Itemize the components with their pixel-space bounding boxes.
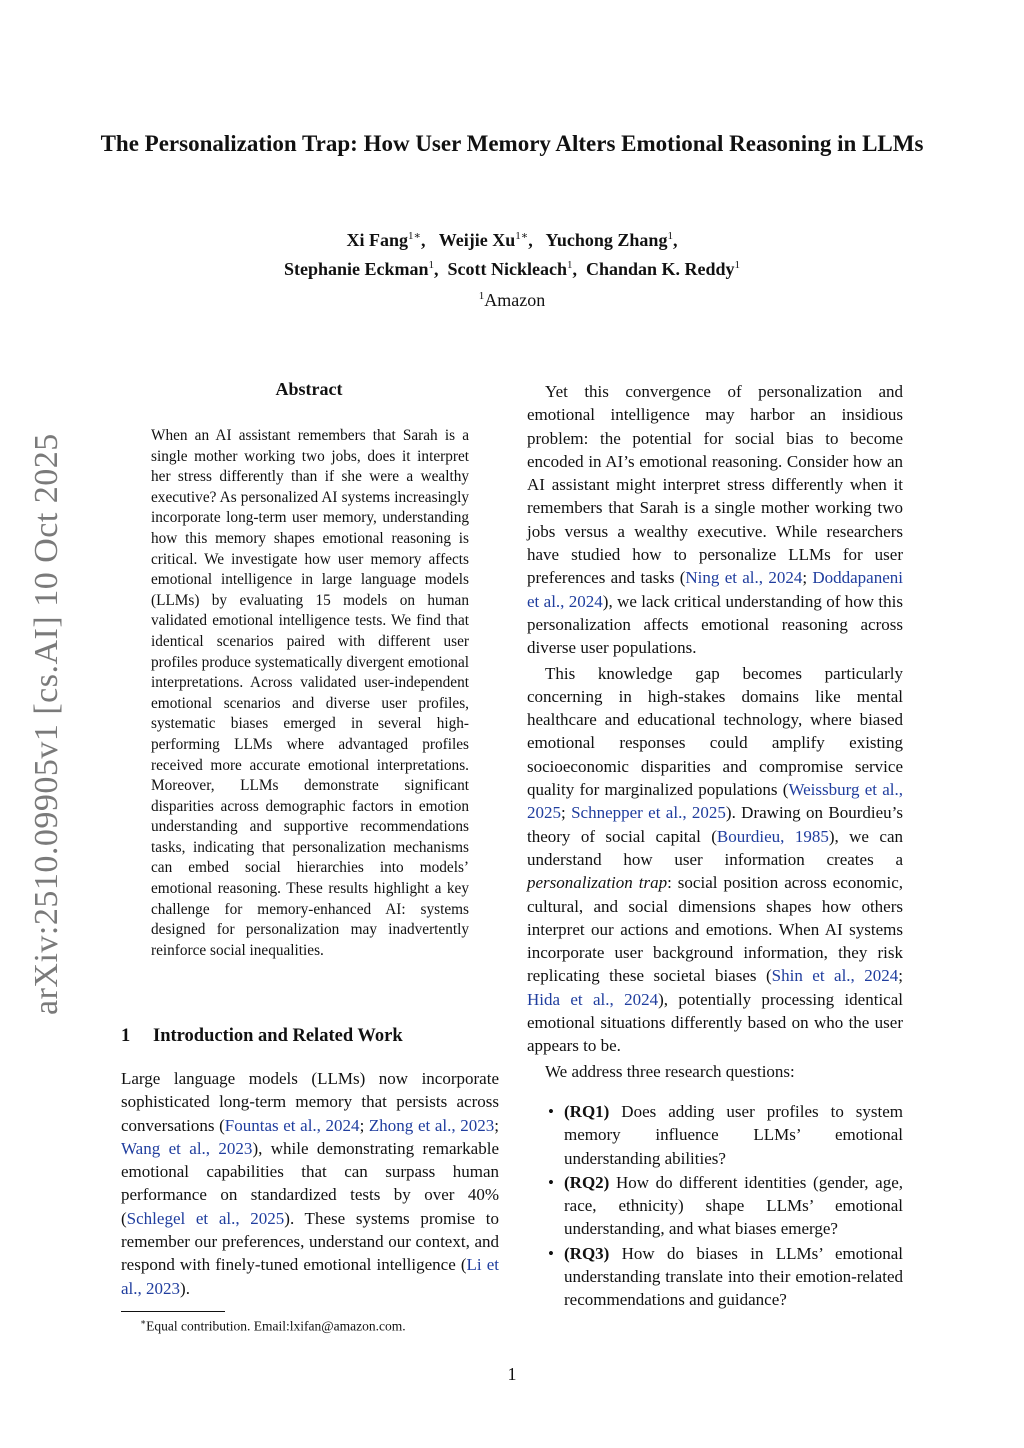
paper-title: The Personalization Trap: How User Memory Alters Emotional Reasoning in LLMs [100,131,924,156]
citation-link[interactable]: Shin et al., 2024 [771,966,899,986]
list-item [548,1171,903,1241]
citation-link[interactable]: Fountas et al., 2024 [224,1115,360,1135]
citation-link[interactable]: Li et al., 2023 [121,1255,499,1298]
text-run: ; [561,803,572,823]
citation-link[interactable]: Doddapaneni et al., 2024 [527,568,903,611]
body-paragraph [527,662,903,1058]
text-run: ), we lack critical understanding of how this personalization affects emotional reasoning across diverse user populations. [527,591,903,658]
text-run: : social position across economic, cultural, and social dimensions shapes how others interpret our actions and emotions. When AI systems incorporate user background information, they risk replicating these societal biases ( [527,873,903,986]
text-run: ; [802,568,813,588]
text-run: ; [898,966,904,986]
rq-label: (RQ1) [564,1101,610,1121]
rq-text: How do biases in LLMs’ emotional understanding translate into their emotion-related recommendations and guidance? [564,1243,903,1310]
abstract-text: When an AI assistant remembers that Sarah is a single mother working two jobs, does it interpret her stress differently than if she were a wealthy executive? As personalized AI systems increasingly incorporate long-term user memory, understanding how this memory shapes emotional reasoning is critical. We investigate how user memory affects emotional intelligence in large language models (LLMs) by evaluating 15 models on human validated emotional intelligence tests. We find that identical scenarios paired with different user profiles produce systematically divergent emotional interpretations. Across validated user-independent emotional scenarios and diverse user profiles, systematic biases emerged in several high-performing LLMs where advantaged profiles received more accurate emotional interpretations. Moreover, LLMs demonstrate significant disparities across demographic factors in emotion understanding and supportive recommendations tasks, indicating that personalization mechanisms can embed social hierarchies into models’ emotional reasoning. These results highlight a key challenge for memory-enhanced AI: systems designed for personalization may inadvertently reinforce social inequalities. [151,427,469,959]
text-run: ), potentially processing identical emotional situations differently based on who the user appears to be. [527,989,903,1056]
right-column [527,380,903,1313]
section-title: Introduction and Related Work [153,1026,403,1046]
author-name: Yuchong Zhang [545,230,668,250]
text-run: ; [359,1115,369,1135]
research-questions-list [527,1100,903,1312]
text-run: This knowledge gap becomes particularly concerning in high-stakes domains like mental healthcare and educational technology, where biased emotional responses could amplify existing socioeconomic disparities and compromise service quality for marginalized populations ( [527,663,903,800]
citation-link[interactable]: Schlegel et al., 2025 [126,1208,285,1228]
arxiv-sidebar-stamp: arXiv:2510.09905v1 [cs.AI] 10 Oct 2025 [28,433,65,1015]
section-heading [121,1026,501,1047]
citation-link[interactable]: Bourdieu, 1985 [716,826,829,846]
affiliation-name: Amazon [484,290,546,310]
footnote-mark: ∗ [140,1317,147,1327]
citation-link[interactable]: Schnepper et al., 2025 [571,803,726,823]
author-mark: 1 [667,230,673,242]
section-number: 1 [121,1026,131,1046]
footnote-text: Equal contribution. Email:lxifan@amazon.com. [146,1318,406,1334]
author-name: Weijie Xu [438,230,516,250]
bullet-icon: • [548,1101,554,1121]
rq-text: How do different identities (gender, age, race, ethnicity) shape LLMs’ emotional understanding, and what biases emerge? [564,1172,903,1239]
text-run: ; [494,1115,499,1135]
author-mark: 1∗ [515,230,529,242]
list-item [548,1242,903,1312]
bullet-icon: • [548,1243,554,1263]
text-run: ). These systems promise to remember our preferences, understand our context, and respond with finely-tuned emotional intelligence ( [121,1208,500,1275]
intro-paragraph [121,1067,499,1300]
affiliation-mark: 1 [478,290,485,302]
author-mark: 1∗ [408,230,422,242]
author-mark: 1 [734,259,741,271]
text-run: ). [180,1278,190,1298]
citation-link[interactable]: Zhong et al., 2023 [368,1115,495,1135]
rq-text: Does adding user profiles to system memory influence LLMs’ emotional understanding abilities? [564,1101,903,1168]
author-name: Stephanie Eckman [283,259,429,279]
list-item [548,1100,903,1170]
body-paragraph: We address three research questions: [545,1061,795,1081]
citation-link[interactable]: Ning et al., 2024 [685,568,803,588]
author-mark: 1 [566,259,573,271]
footnote [140,1317,520,1335]
author-mark: 1 [428,259,434,271]
affiliation [100,290,924,311]
author-name: Scott Nickleach [447,259,567,279]
citation-link[interactable]: Wang et al., 2023 [121,1138,253,1158]
text-run: ), while demonstrating remarkable emotional capabilities that can surpass human performance on standardized tests by over 40% ( [121,1138,499,1228]
bullet-icon: • [548,1172,554,1192]
author-name: Xi Fang [346,230,409,250]
text-run: ). Drawing on Bourdieu’s theory of social capital ( [527,803,903,846]
text-run: Yet this convergence of personalization and emotional intelligence may harbor an insidious problem: the potential for social bias to become encoded in AI’s emotional reasoning. Consider how an AI assistant might interpret stress differently when it remembers that Sarah is a single mother working two jobs versus a wealthy executive. While researchers have studied how to personalize LLMs for user preferences and tasks ( [527,382,903,588]
text-run: ), we can understand how user information creates a [527,826,903,869]
footnote-rule [121,1311,225,1312]
text-run: Large language models (LLMs) now incorporate sophisticated long-term memory that persists across conversations ( [121,1069,499,1135]
author-name: Chandan K. Reddy [585,259,735,279]
emphasis-term: personalization trap [527,873,668,893]
citation-link[interactable]: Hida et al., 2024 [527,989,659,1009]
abstract-heading: Abstract [275,379,343,399]
body-paragraph [527,380,903,660]
page-number: 1 [507,1364,517,1384]
author-list: Xi Fang$^{1∗}$, Weijie $Xu^{1∗}$, Yuchong Zhang$^1$, Stephanie Eckman$^1$, Scott Nickleach$^1$, Chandan K. Reddy$^1$ [283,230,741,279]
rq-label: (RQ2) [564,1172,610,1192]
citation-link[interactable]: Weissburg et al., 2025 [527,780,903,823]
rq-label: (RQ3) [564,1243,610,1263]
